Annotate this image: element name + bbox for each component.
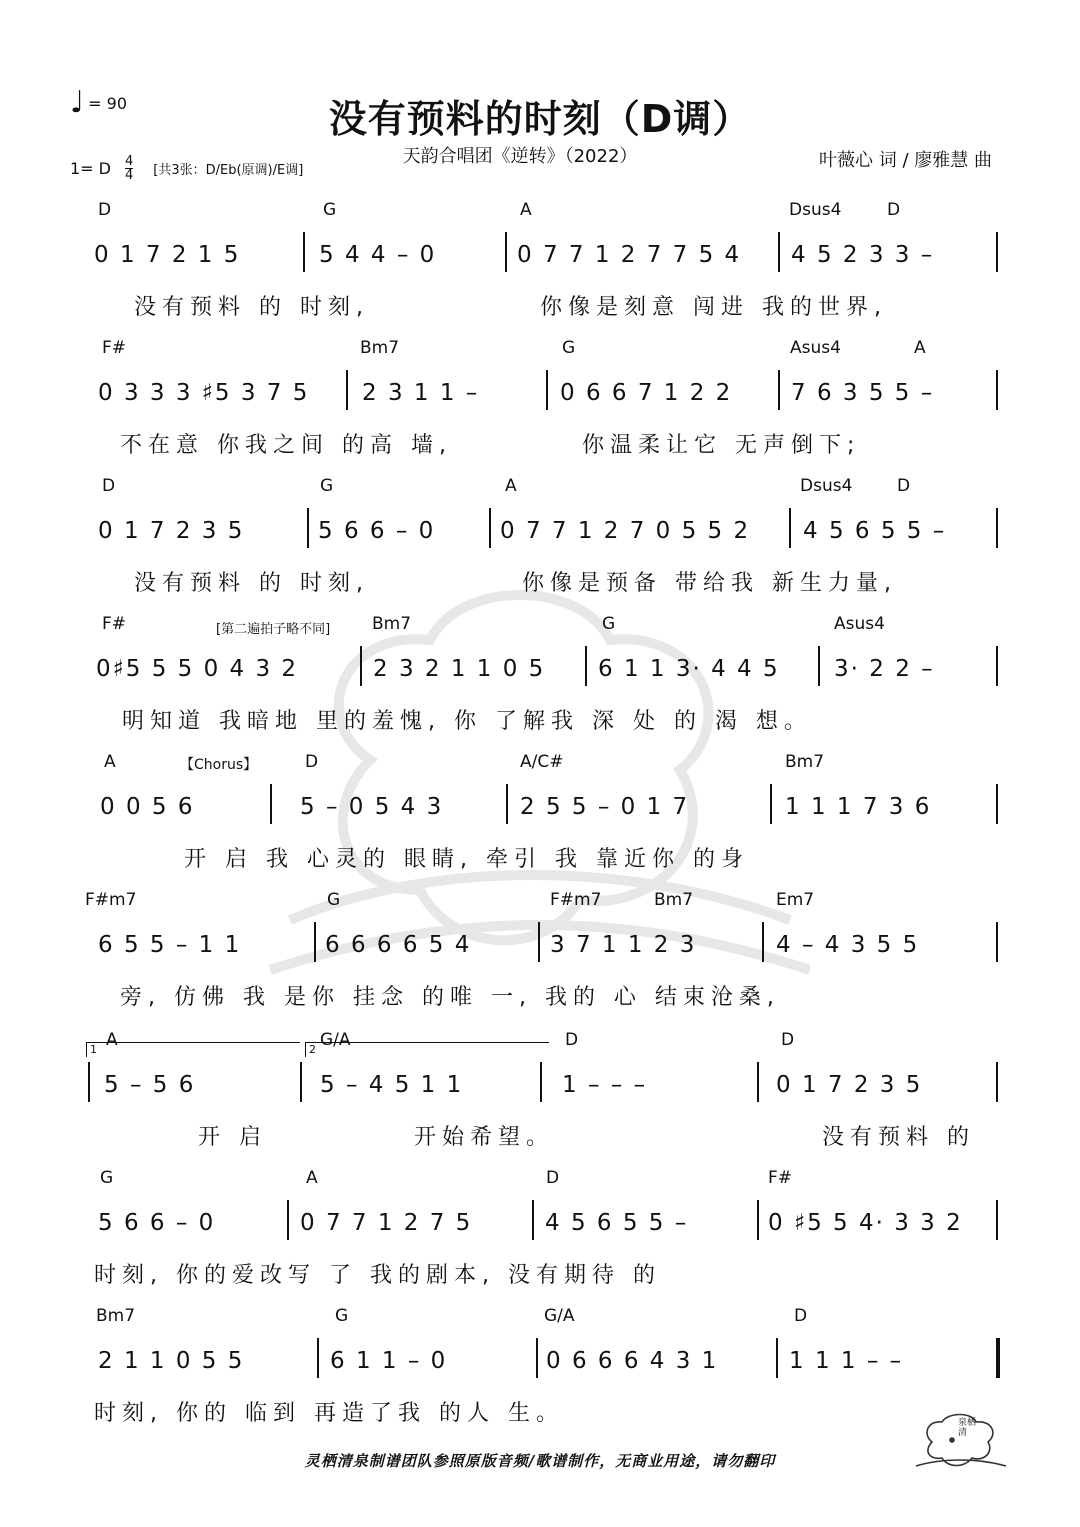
chord-symbol: F#m7 <box>550 890 602 910</box>
measure-notes: 0 1 7 2 3 5 <box>98 518 245 544</box>
measure-notes: 4 5 6 5 5 – <box>545 1210 689 1236</box>
bar-line <box>538 922 540 962</box>
bar-line <box>778 370 780 410</box>
chord-symbol: A <box>505 476 517 496</box>
versions-note: [共3张：D/Eb(原调)/E调] <box>153 163 304 178</box>
bar-line <box>818 646 820 686</box>
chord-symbol: Bm7 <box>654 890 694 910</box>
chord-symbol: F#m7 <box>85 890 137 910</box>
measure-notes: 6 1 1 – 0 <box>330 1348 448 1374</box>
chord-symbol: A <box>520 200 532 220</box>
chord-symbol: D <box>781 1030 795 1050</box>
chord-symbol: Bm7 <box>96 1306 136 1326</box>
chord-symbol: Asus4 <box>834 614 885 634</box>
bar-line <box>536 1338 538 1378</box>
song-title: 没有预料的时刻（D调） <box>328 97 752 141</box>
measure-notes: 2 5 5 – 0 1 7 <box>520 794 690 820</box>
lyric-line: 没有预料 的 时刻, <box>134 295 369 320</box>
bar-line <box>996 1338 1000 1378</box>
volta-bracket: 2 <box>305 1042 549 1057</box>
bar-line <box>540 1062 542 1102</box>
chord-symbol: G <box>335 1306 349 1326</box>
bar-line <box>996 1062 998 1102</box>
measure-notes: 5 – 4 5 1 1 <box>320 1072 464 1098</box>
lyric-line: 时刻, 你的 临到 再造了我 的人 生。 <box>94 1401 564 1426</box>
quarter-note-icon: ♩ <box>70 85 85 120</box>
bar-line <box>307 508 309 548</box>
lyric-line: 开 启 <box>198 1125 267 1150</box>
measure-notes: 5 6 6 – 0 <box>98 1210 216 1236</box>
lyric-line: 你温柔让它 无声倒下; <box>582 433 861 458</box>
bar-line <box>317 1338 319 1378</box>
key-label: 1= D <box>70 159 111 178</box>
measure-notes: 0 0 5 6 <box>100 794 195 820</box>
bar-line <box>287 1200 289 1240</box>
measure-notes: 3· 2 2 – <box>834 656 935 682</box>
time-signature <box>125 155 133 182</box>
measure-notes: 2 1 1 0 5 5 <box>98 1348 245 1374</box>
measure-notes: 1 – – – <box>562 1072 648 1098</box>
tempo-value: = 90 <box>88 93 128 113</box>
performance-note: [第二遍拍子略不同] <box>216 622 331 637</box>
measure-notes: 1 1 1 7 3 6 <box>785 794 932 820</box>
measure-notes: 4 5 6 5 5 – <box>803 518 947 544</box>
logo-text: 泉栖清 <box>958 1418 977 1438</box>
bar-line <box>532 1200 534 1240</box>
chord-symbol: F# <box>102 338 127 358</box>
chord-symbol: D <box>897 476 911 496</box>
bar-line <box>996 922 998 962</box>
chord-symbol: G <box>562 338 576 358</box>
bar-line <box>546 370 548 410</box>
bar-line <box>996 232 998 272</box>
measure-notes: 0♯5 5 5 0 4 3 2 <box>96 656 299 682</box>
bar-line <box>778 232 780 272</box>
chord-symbol: D <box>565 1030 579 1050</box>
measure-notes: 6 6 6 6 5 4 <box>325 932 472 958</box>
lyric-line: 不在意 你我之间 的高 墙, <box>120 433 452 458</box>
chord-symbol: G/A <box>544 1306 575 1326</box>
chord-symbol: D <box>305 752 319 772</box>
lyric-line: 没有预料 的 时刻, <box>134 571 369 596</box>
bar-line <box>88 1062 90 1102</box>
chord-symbol: G <box>327 890 341 910</box>
measure-notes: 0 7 7 1 2 7 5 <box>300 1210 473 1236</box>
measure-notes: 0 7 7 1 2 7 0 5 5 2 <box>500 518 751 544</box>
bar-line <box>789 508 791 548</box>
chord-symbol: Dsus4 <box>789 200 842 220</box>
measure-notes: 5 – 5 6 <box>104 1072 196 1098</box>
chord-symbol: A <box>306 1168 318 1188</box>
bar-line <box>505 232 507 272</box>
chord-symbol: F# <box>768 1168 793 1188</box>
bar-line <box>996 508 998 548</box>
chord-symbol: Dsus4 <box>800 476 853 496</box>
chord-symbol: D <box>546 1168 560 1188</box>
bar-line <box>776 1338 778 1378</box>
lyric-line: 你像是预备 带给我 新生力量, <box>522 571 897 596</box>
lyric-line: 开 启 我 心灵的 眼睛, 牵引 我 靠近你 的身 <box>184 847 749 872</box>
measure-notes: 0 7 7 1 2 7 7 5 4 <box>517 242 742 268</box>
measure-notes: 0 1 7 2 3 5 <box>776 1072 923 1098</box>
chord-symbol: D <box>102 476 116 496</box>
measure-notes: 0 6 6 6 4 3 1 <box>546 1348 719 1374</box>
bar-line <box>300 1062 302 1102</box>
chord-symbol: Asus4 <box>790 338 841 358</box>
chord-symbol: G/A <box>320 1030 351 1050</box>
chord-symbol: A <box>914 338 926 358</box>
chord-symbol: G <box>323 200 337 220</box>
chord-symbol: Bm7 <box>360 338 400 358</box>
bar-line <box>770 784 772 824</box>
chord-symbol: D <box>98 200 112 220</box>
chorus-marker: 【Chorus】 <box>180 757 258 773</box>
measure-notes: 5 4 4 – 0 <box>319 242 437 268</box>
bar-line <box>996 646 998 686</box>
bar-line <box>996 784 998 824</box>
bar-line <box>996 370 998 410</box>
measure-notes: 5 – 0 5 4 3 <box>300 794 444 820</box>
measure-notes: 0 6 6 7 1 2 2 <box>560 380 733 406</box>
measure-notes: 0 ♯5 5 4· 3 3 2 <box>768 1210 963 1236</box>
bar-line <box>360 646 362 686</box>
lyric-line: 旁, 仿佛 我 是你 挂念 的唯 一, 我的 心 结束沧桑, <box>120 985 780 1010</box>
chord-symbol: G <box>100 1168 114 1188</box>
bar-line <box>757 1200 759 1240</box>
chord-symbol: G <box>602 614 616 634</box>
bar-line <box>585 646 587 686</box>
bar-line <box>346 370 348 410</box>
chord-symbol: D <box>794 1306 808 1326</box>
volta-bracket: 1 <box>86 1042 300 1057</box>
measure-notes: 2 3 2 1 1 0 5 <box>373 656 546 682</box>
chord-symbol: A <box>104 752 116 772</box>
bar-line <box>303 232 305 272</box>
song-subtitle: 天韵合唱团《逆转》（2022） <box>402 146 638 167</box>
measure-notes: 4 5 2 3 3 – <box>791 242 935 268</box>
measure-notes: 0 1 7 2 1 5 <box>94 242 241 268</box>
measure-notes: 6 5 5 – 1 1 <box>98 932 242 958</box>
lyric-line: 没有预料 的 <box>822 1125 975 1150</box>
measure-notes: 7 6 3 5 5 – <box>791 380 935 406</box>
bar-line <box>506 784 508 824</box>
bar-line <box>489 508 491 548</box>
chord-symbol: Em7 <box>776 890 815 910</box>
chord-symbol: Bm7 <box>372 614 412 634</box>
chord-symbol: D <box>887 200 901 220</box>
chord-symbol: A <box>106 1030 118 1050</box>
key-signature <box>70 155 303 182</box>
lyric-line: 开始希望。 <box>414 1125 555 1150</box>
bar-line <box>314 922 316 962</box>
measure-notes: 6 1 1 3· 4 4 5 <box>598 656 780 682</box>
bar-line <box>757 1062 759 1102</box>
measure-notes: 2 3 1 1 – <box>362 380 480 406</box>
bar-line <box>762 922 764 962</box>
footer-note: 灵栖清泉制谱团队参照原版音频/歌谱制作，无商业用途，请勿翻印 <box>304 1452 776 1470</box>
measure-notes: 4 – 4 3 5 5 <box>776 932 920 958</box>
measure-notes: 1 1 1 – – <box>789 1348 904 1374</box>
song-credits: 叶薇心 词 / 廖雅慧 曲 <box>819 150 992 171</box>
measure-notes: 3 7 1 1 2 3 <box>550 932 697 958</box>
measure-notes: 0 3 3 3 ♯5 3 7 5 <box>98 380 310 406</box>
chord-symbol: F# <box>102 614 127 634</box>
lyric-line: 时刻, 你的爱改写 了 我的剧本, 没有期待 的 <box>94 1263 661 1288</box>
chord-symbol: G <box>320 476 334 496</box>
meter-bottom: 4 <box>125 168 134 183</box>
lyric-line: 明知道 我暗地 里的羞愧, 你 了解我 深 处 的 渴 想。 <box>122 709 812 734</box>
meter-top: 4 <box>125 154 134 169</box>
chord-symbol: Bm7 <box>785 752 825 772</box>
bar-line <box>270 784 272 824</box>
bar-line <box>996 1200 998 1240</box>
measure-notes: 5 6 6 – 0 <box>318 518 436 544</box>
chord-symbol: A/C# <box>520 752 564 772</box>
lyric-line: 你像是刻意 闯进 我的世界, <box>540 295 887 320</box>
